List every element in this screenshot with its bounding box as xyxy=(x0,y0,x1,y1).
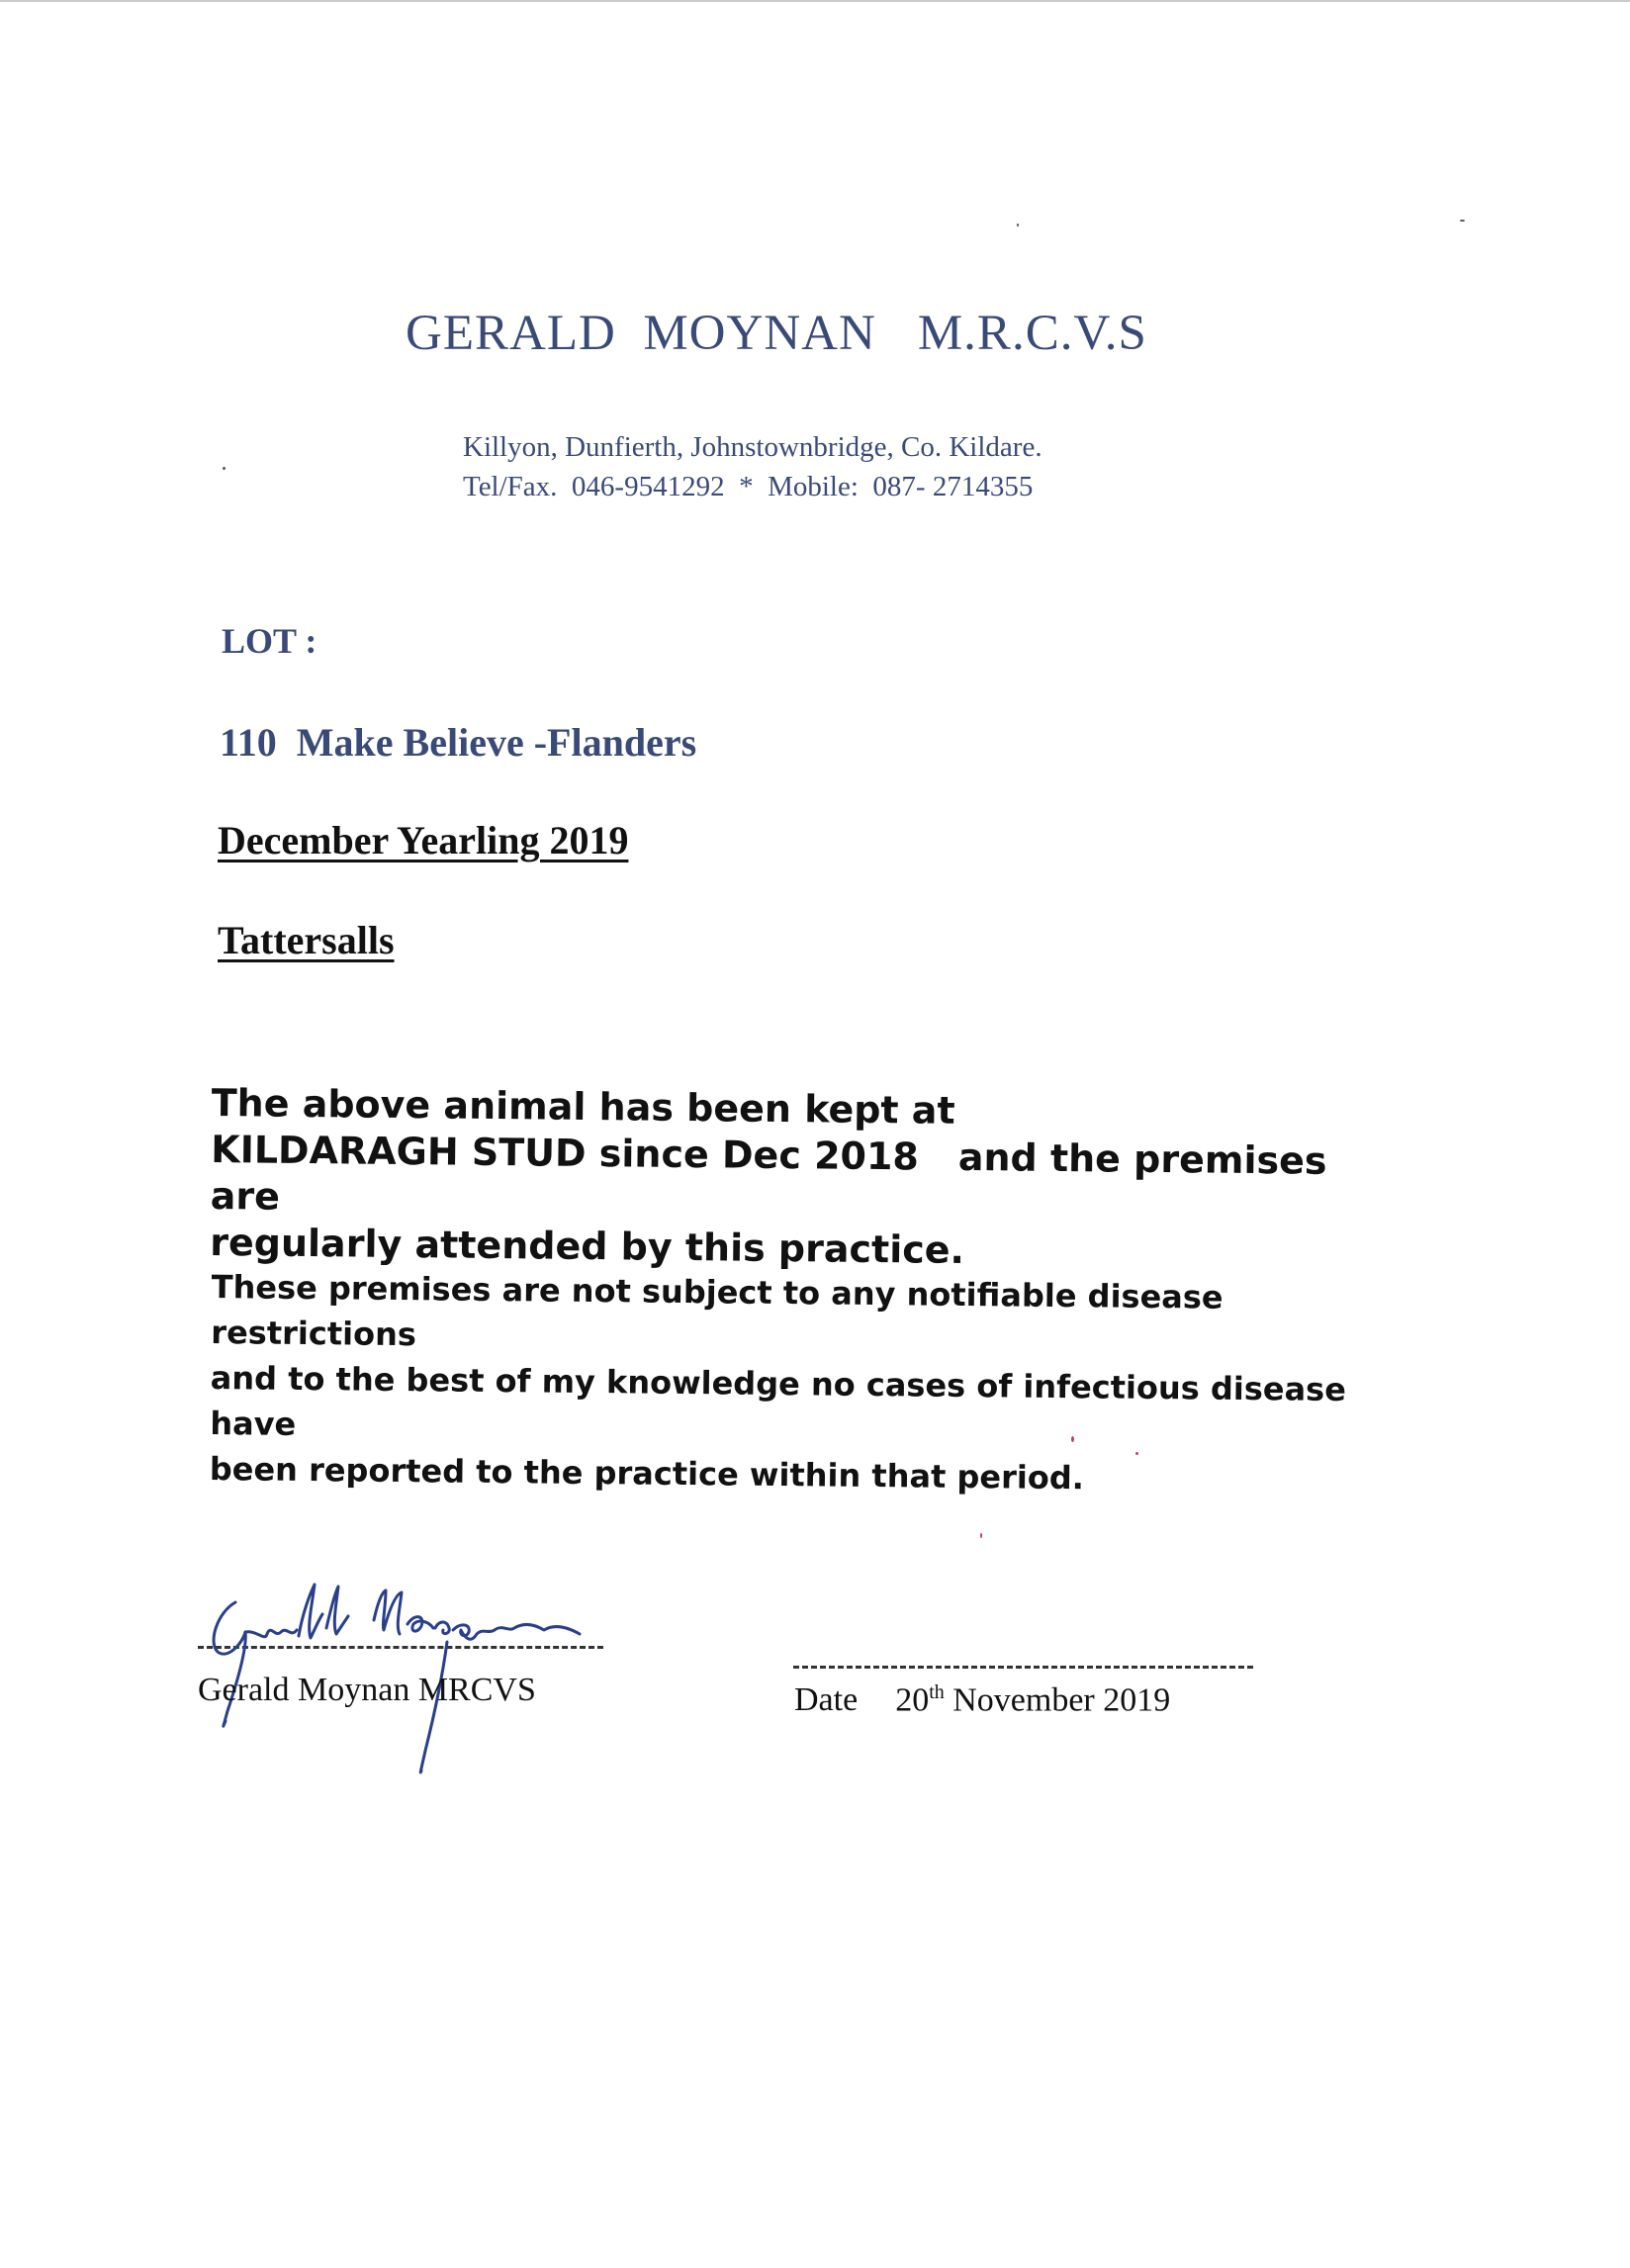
declaration-line: been reported to the practice within that period. xyxy=(209,1449,1085,1497)
practitioner-name: GERALD MOYNAN xyxy=(406,306,876,361)
statement-declaration xyxy=(210,1264,1349,1503)
scan-speck xyxy=(980,1533,982,1538)
scan-speck xyxy=(1460,220,1465,222)
lot-label: LOT : xyxy=(222,621,317,661)
statement-line: regularly attended by this practice. xyxy=(210,1220,965,1272)
statement-line-part: and the premises are xyxy=(210,1134,1327,1219)
signer-name: Gerald Moynan MRCVS xyxy=(198,1672,536,1708)
statement-main xyxy=(210,1080,1349,1278)
sale-name: December Yearling 2019 xyxy=(218,818,629,862)
date-ordinal: th xyxy=(929,1681,945,1703)
contact-line: Tel/Fax. 046-9541292 * Mobile: 087- 2714355 xyxy=(463,471,1034,502)
declaration-line: These premises are not subject to any notifiable disease restrictions xyxy=(211,1267,1223,1354)
statement-line-part: KILDARAGH STUD since Dec 2018 xyxy=(211,1127,920,1179)
statement xyxy=(210,1080,1349,1272)
date-day: 20 xyxy=(895,1681,930,1719)
lot-entry xyxy=(220,719,696,766)
letterhead-address xyxy=(463,427,1042,506)
scan-speck xyxy=(1017,224,1019,227)
scan-speck xyxy=(223,467,226,470)
date-line xyxy=(793,1666,1253,1669)
scan-edge-top xyxy=(0,0,1630,2)
date-month-year: November 2019 xyxy=(952,1681,1171,1719)
lot-number: 110 xyxy=(220,720,277,765)
date-block xyxy=(794,1681,1170,1719)
practitioner-qualification: M.R.C.V.S xyxy=(917,306,1147,361)
date-label: Date xyxy=(794,1681,859,1719)
statement-line xyxy=(211,1127,1349,1231)
sale-venue: Tattersalls xyxy=(218,918,395,962)
address-line: Killyon, Dunfierth, Johnstownbridge, Co. Kildare. xyxy=(463,431,1042,463)
letterhead-name xyxy=(406,305,1147,362)
horse-name: Make Believe -Flanders xyxy=(296,720,697,765)
declaration-line: and to the best of my knowledge no cases of infectious disease have xyxy=(210,1358,1347,1443)
statement-line: The above animal has been kept at xyxy=(211,1081,955,1133)
